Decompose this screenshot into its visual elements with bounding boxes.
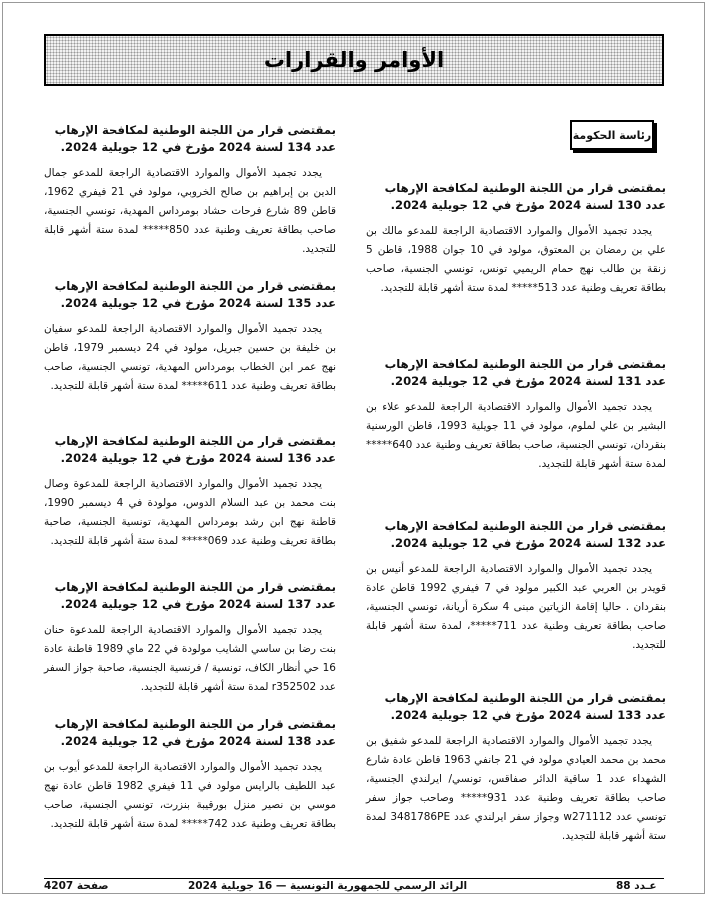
decision-body: يجدد تجميد الأموال والموارد الاقتصادية الراجعة للمدعو أنيس بن قويدر بن العربي عبد الكبير مولود في 7 فيفري 1992 قاطن عادة بنقردان . حاليا إقامة الزياتين مبنى 4 سكرة أريانة، تونسي الجنسية، صاحب بطاقة تعريف وطنية عدد 711*****، لمدة ستة أشهر قابلة للتجديد.	[366, 563, 667, 651]
page-title-banner	[44, 34, 664, 86]
decision-title: بمقتضى قرار من اللجنة الوطنية لمكافحة الإرهاب عدد 130 لسنة 2024 مؤرخ في 12 جويلية 2024.	[384, 181, 666, 212]
right-column	[366, 180, 666, 846]
decision-title: بمقتضى قرار من اللجنة الوطنية لمكافحة الإرهاب عدد 133 لسنة 2024 مؤرخ في 12 جويلية 2024.	[384, 691, 666, 722]
decision-body: يجدد تجميد الأموال والموارد الاقتصادية الراجعة للمدعو علاء بن البشير بن علي لملوم، مولود في 11 جويلية 1993، قاطن الورسنية بنقردان، تونسي الجنسية، صاحب بطاقة تعريف وطنية عدد 640***** لمدة ستة أشهر قابلة للتجديد.	[366, 401, 666, 470]
decision-title: بمقتضى قرار من اللجنة الوطنية لمكافحة الإرهاب عدد 138 لسنة 2024 مؤرخ في 12 جويلية 2024.	[54, 717, 336, 748]
decision-entry-131	[366, 356, 666, 518]
decision-entry-138	[44, 716, 336, 834]
decision-body: يجدد تجميد الأموال والموارد الاقتصادية الراجعة للمدعو شفيق بن محمد بن محمد العيادي مولود في 21 جانفي 1963 قاطن عادة شارع الشهداء عدد 1 ساقية الدائر صفاقس، تونسي/ ايرلندي الجنسية، صاحب بطاقة تعريف وطنية عدد 931***** وصاحب جواز سفر تونسي عدد w271112 وجواز سفر ايرلندي عدد 3481786PE لمدة ستة أشهر قابلة للتجديد.	[366, 735, 667, 842]
section-label: رئاسة الحكومة	[570, 120, 654, 150]
decision-entry-132	[366, 518, 666, 690]
decision-title: بمقتضى قرار من اللجنة الوطنية لمكافحة الإرهاب عدد 135 لسنة 2024 مؤرخ في 12 جويلية 2024.	[54, 279, 336, 310]
footer-rule	[44, 878, 664, 879]
decision-entry-137	[44, 579, 336, 716]
decision-body: يجدد تجميد الأموال والموارد الاقتصادية الراجعة للمدعو جمال الدين بن إبراهيم بن صالح الخروبي، مولود في 21 فيفري 1962، قاطن 89 شارع فرحات حشاد بومرداس المهدية، تونسي الجنسية، صاحب بطاقة تعريف وطنية عدد 850***** لمدة ستة أشهر قابلة للتجديد.	[44, 167, 336, 255]
decision-body: يجدد تجميد الأموال والموارد الاقتصادية الراجعة للمدعو سفيان بن خليفة بن حسين جبريل، مولود في 24 ديسمبر 1979، قاطن نهج عمر ابن الخطاب بومرداس المهدية، تونسي الجنسية، صاحب بطاقة تعريف وطنية عدد 611***** لمدة ستة أشهر قابلة للتجديد.	[44, 323, 336, 392]
decision-entry-134	[44, 122, 336, 278]
decision-title: بمقتضى قرار من اللجنة الوطنية لمكافحة الإرهاب عدد 137 لسنة 2024 مؤرخ في 12 جويلية 2024.	[54, 580, 336, 611]
left-column	[44, 122, 336, 834]
footer-journal-title: الرائد الرسمي للجمهورية التونسية — 16 جويلية 2024	[188, 880, 468, 892]
decision-entry-135	[44, 278, 336, 433]
decision-title: بمقتضى قرار من اللجنة الوطنية لمكافحة الإرهاب عدد 131 لسنة 2024 مؤرخ في 12 جويلية 2024.	[384, 357, 666, 388]
decision-body: يجدد تجميد الأموال والموارد الاقتصادية الراجعة للمدعو مالك بن علي بن رمضان بن المعتوق، مولود في 10 جوان 1988، قاطن 5 زنقة بن طالب نهج حمام الريميي تونس، تونسي الجنسية، صاحب بطاقة تعريف وطنية عدد 513***** لمدة ستة أشهر قابلة للتجديد.	[366, 225, 667, 294]
decision-title: بمقتضى قرار من اللجنة الوطنية لمكافحة الإرهاب عدد 132 لسنة 2024 مؤرخ في 12 جويلية 2024.	[384, 519, 666, 550]
decision-entry-133	[366, 690, 666, 846]
page-title: الأوامر والقرارات	[263, 48, 445, 72]
decision-body: يجدد تجميد الأموال والموارد الاقتصادية الراجعة للمدعوة وصال بنت محمد بن عبد السلام الدوس، مولودة في 4 ديسمبر 1990، قاطنة نهج ابن رشد بومرداس المهدية، تونسية الجنسية، صاحبة بطاقة تعريف وطنية عدد 069***** لمدة ستة أشهر قابلة للتجديد.	[44, 478, 336, 547]
decision-title: بمقتضى قرار من اللجنة الوطنية لمكافحة الإرهاب عدد 134 لسنة 2024 مؤرخ في 12 جويلية 2024.	[54, 123, 336, 154]
footer-issue-number: عـدد 88	[616, 880, 657, 892]
decision-title: بمقتضى قرار من اللجنة الوطنية لمكافحة الإرهاب عدد 136 لسنة 2024 مؤرخ في 12 جويلية 2024.	[54, 434, 336, 465]
footer-page-number: صفحة 4207	[44, 880, 109, 892]
decision-entry-136	[44, 433, 336, 579]
decision-entry-130	[366, 180, 666, 356]
decision-body: يجدد تجميد الأموال والموارد الاقتصادية الراجعة للمدعوة حنان بنت رضا بن ساسي الشايب مولودة في 22 ماي 1989 قاطنة عادة 16 حي أنظار الكاف، تونسية / فرنسية الجنسية، صاحبة جواز السفر عدد r352502 لمدة ستة أشهر قابلة للتجديد.	[44, 624, 336, 693]
decision-body: يجدد تجميد الأموال والموارد الاقتصادية الراجعة للمدعو أيوب بن عبد اللطيف بالرايس مولود في 11 فيفري 1982 قاطن عادة نهج موسي بن نصير منزل بورقيبة بنزرت، تونسي الجنسية، صاحب بطاقة تعريف وطنية عدد 742***** لمدة ستة أشهر قابلة للتجديد.	[44, 761, 337, 830]
